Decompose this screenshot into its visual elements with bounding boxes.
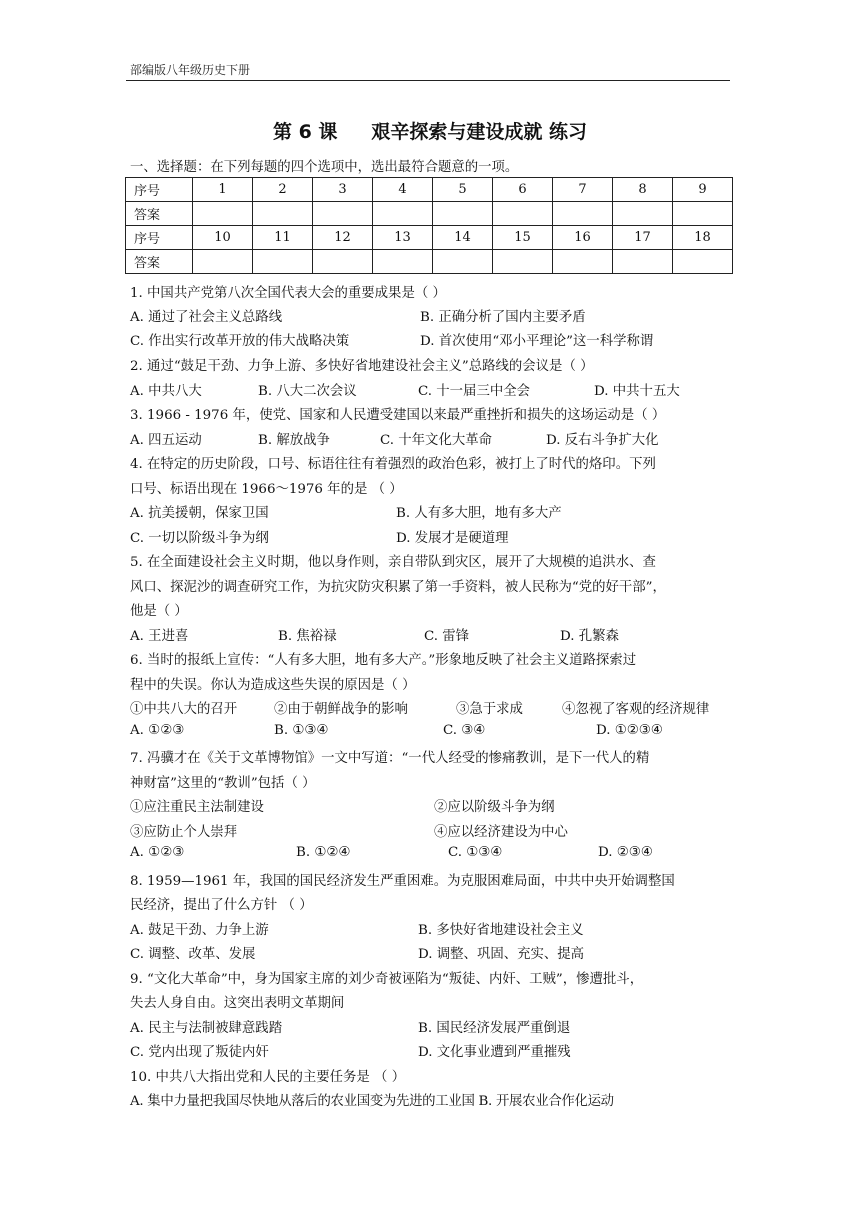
question-stem: 7. 冯骥才在《关于文革博物馆》一文中写道：“一代人经受的惨痛教训，是下一代人的精 [130,751,650,766]
question-number: 14 [433,226,493,250]
question-stem: 4. 在特定的历史阶段，口号、标语往往有着强烈的政治色彩，被打上了时代的烙印。下列 [130,457,656,472]
question-number: 11 [253,226,313,250]
question-stem: 3. 1966 - 1976 年，使党、国家和人民遭受建国以来最严重挫折和损失的这场运动是（ ） [130,408,666,423]
answer-cell[interactable] [673,202,733,226]
statement-item: ①中共八大的召开 [130,702,238,717]
question-number: 5 [433,178,493,202]
option-d[interactable]: D. ①②③④ [596,723,663,738]
question-stem: 他是（ ） [130,604,188,619]
option-d[interactable]: D. 反右斗争扩大化 [546,433,659,448]
question-stem: 8. 1959—1961 年，我国的国民经济发生严重困难。为克服困难局面，中共中央开始调整国 [130,874,675,889]
option-b[interactable]: B. ①②④ [296,845,351,860]
option-c[interactable]: C. 调整、改革、发展 [130,947,256,962]
question-number: 7 [553,178,613,202]
question-number: 18 [673,226,733,250]
answer-cell[interactable] [673,250,733,274]
option-a[interactable]: A. 王进喜 [130,629,189,644]
section-instructions: 一、选择题：在下列每题的四个选项中，选出最符合题意的一项。 [130,160,519,175]
answer-cell[interactable] [253,250,313,274]
option-a[interactable]: A. 中共八大 [130,384,202,399]
statement-item: ①应注重民主法制建设 [130,800,264,815]
table-row [126,226,733,250]
question-number: 13 [373,226,433,250]
question-number: 17 [613,226,673,250]
statement-item: ③应防止个人崇拜 [130,825,238,840]
answer-cell[interactable] [433,250,493,274]
table-row [126,250,733,274]
answer-cell[interactable] [313,250,373,274]
answer-cell[interactable] [373,202,433,226]
statement-item: ④忽视了客观的经济规律 [562,702,710,717]
answer-cell[interactable] [193,250,253,274]
answer-cell[interactable] [433,202,493,226]
option-b[interactable]: B. 焦裕禄 [278,629,337,644]
question-number: 1 [193,178,253,202]
answer-cell[interactable] [553,202,613,226]
header-text: 部编版八年级历史下册 [130,63,251,77]
question-number: 16 [553,226,613,250]
question-number: 9 [673,178,733,202]
statement-item: ②应以阶级斗争为纲 [434,800,555,815]
question-stem: 口号、标语出现在 1966～1976 年的是 （ ） [130,482,403,497]
page-title [0,117,860,144]
statement-item: ④应以经济建设为中心 [434,825,568,840]
question-number: 3 [313,178,373,202]
option-b[interactable]: B. 八大二次会议 [258,384,357,399]
option-c[interactable]: C. 十年文化大革命 [380,433,493,448]
answer-cell[interactable] [373,250,433,274]
question-stem: 民经济，提出了什么方针 （ ） [130,898,313,913]
option-d[interactable]: D. 发展才是硬道理 [396,531,509,546]
option-a[interactable]: A. 通过了社会主义总路线 [130,310,283,325]
question-number: 2 [253,178,313,202]
question-stem: 5. 在全面建设社会主义时期，他以身作则，亲自带队到灾区，展开了大规模的追洪水、查 [130,555,656,570]
option-c[interactable]: C. 一切以阶级斗争为纲 [130,531,269,546]
option-c[interactable]: C. 十一届三中全会 [418,384,531,399]
option-c[interactable]: C. ③④ [443,723,486,738]
question-number: 4 [373,178,433,202]
table-row [126,202,733,226]
question-number: 15 [493,226,553,250]
option-a[interactable]: A. ①②③ [130,845,185,860]
question-number: 10 [193,226,253,250]
option-b[interactable]: B. 解放战争 [258,433,330,448]
option-d[interactable]: D. 文化事业遭到严重摧残 [418,1045,571,1060]
option-b[interactable]: B. 正确分析了国内主要矛盾 [420,310,586,325]
question-stem: 程中的失误。你认为造成这些失误的原因是（ ） [130,678,416,693]
question-stem: 10. 中共八大指出党和人民的主要任务是 （ ） [130,1070,406,1085]
answer-table [125,177,733,274]
option-b[interactable]: B. 多快好省地建设社会主义 [418,923,584,938]
question-stem: 失去人身自由。这突出表明文革期间 [130,996,345,1011]
option-d[interactable]: D. 首次使用“邓小平理论”这一科学称谓 [420,334,654,349]
option-a[interactable]: A. 四五运动 [130,433,202,448]
answer-cell[interactable] [493,250,553,274]
option-a[interactable]: A. 抗美援朝，保家卫国 [130,506,269,521]
option-a[interactable]: A. 鼓足干劲、力争上游 [130,923,269,938]
option-d[interactable]: D. 调整、巩固、充实、提高 [418,947,585,962]
row-label: 答案 [126,250,193,274]
option-a[interactable]: A. ①②③ [130,723,185,738]
answer-cell[interactable] [193,202,253,226]
option-b[interactable]: B. 人有多大胆，地有多大产 [396,506,562,521]
answer-cell[interactable] [553,250,613,274]
question-stem: 1. 中国共产党第八次全国代表大会的重要成果是（ ） [130,286,446,301]
option-d[interactable]: D. 中共十五大 [594,384,680,399]
question-stem: 6. 当时的报纸上宣传：“人有多大胆，地有多大产。”形象地反映了社会主义道路探索过 [130,653,637,668]
option-b[interactable]: B. ①③④ [274,723,329,738]
question-stem: 9. “文化大革命”中，身为国家主席的刘少奇被诬陷为“叛徒、内奸、工贼”，惨遭批斗， [130,972,644,987]
option-d[interactable]: D. 孔繁森 [560,629,619,644]
question-stem: 神财富”这里的“教训”包括（ ） [130,776,316,791]
statement-item: ②由于朝鲜战争的影响 [274,702,408,717]
option-ab[interactable]: A. 集中力量把我国尽快地从落后的农业国变为先进的工业国 B. 开展农业合作化运动 [130,1094,614,1109]
answer-cell[interactable] [613,250,673,274]
header-divider [126,80,730,81]
question-stem: 2. 通过“鼓足干劲、力争上游、多快好省地建设社会主义”总路线的会议是（ ） [130,359,594,374]
table-row [126,178,733,202]
question-number: 6 [493,178,553,202]
answer-cell[interactable] [253,202,313,226]
answer-cell[interactable] [493,202,553,226]
row-label: 序号 [126,226,193,250]
option-c[interactable]: C. ①③④ [448,845,503,860]
answer-cell[interactable] [313,202,373,226]
answer-cell[interactable] [613,202,673,226]
statement-item: ③急于求成 [456,702,523,717]
question-stem: 风口、探泥沙的调查研究工作，为抗灾防灾积累了第一手资料，被人民称为“党的好干部”， [130,580,666,595]
row-label: 答案 [126,202,193,226]
option-d[interactable]: D. ②③④ [598,845,653,860]
lesson-topic: 艰辛探索与建设成就 练习 [371,121,588,143]
lesson-number: 第 6 课 [272,121,338,143]
option-c[interactable]: C. 雷锋 [424,629,470,644]
option-b[interactable]: B. 国民经济发展严重倒退 [418,1021,571,1036]
question-number: 8 [613,178,673,202]
option-c[interactable]: C. 作出实行改革开放的伟大战略决策 [130,334,350,349]
question-number: 12 [313,226,373,250]
row-label: 序号 [126,178,193,202]
option-a[interactable]: A. 民主与法制被肆意践踏 [130,1021,283,1036]
option-c[interactable]: C. 党内出现了叛徒内奸 [130,1045,269,1060]
